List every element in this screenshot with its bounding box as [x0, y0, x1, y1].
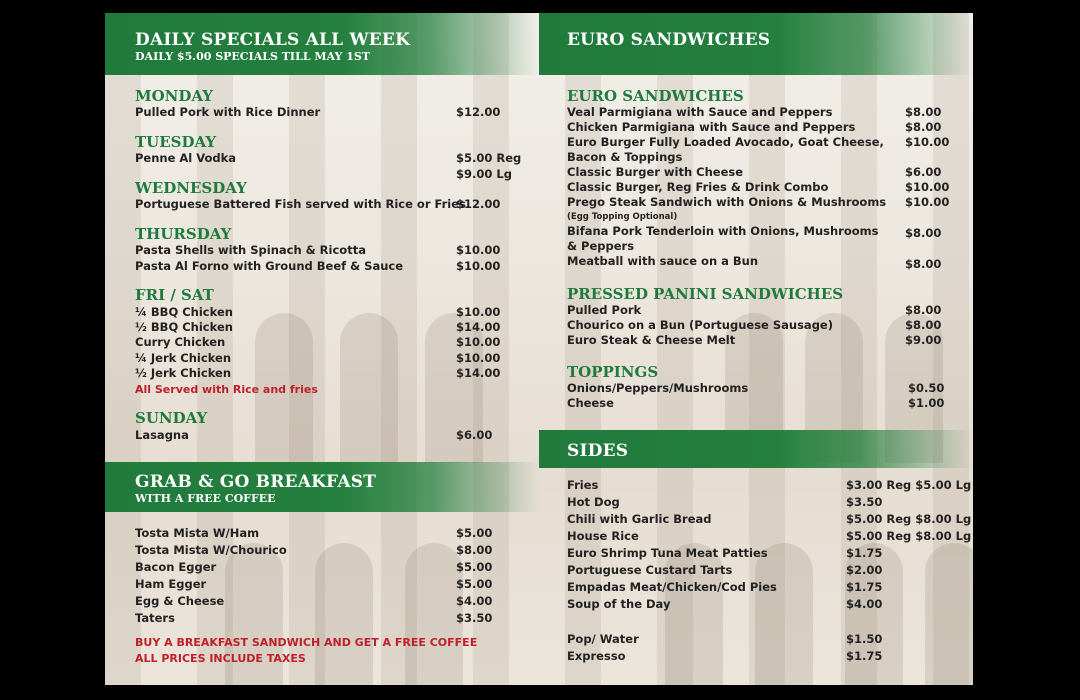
menu-item-name: Meatball with sauce on a Bun	[567, 254, 759, 268]
menu-item-name: Lasagna	[135, 428, 189, 442]
menu-item-price: $3.50	[846, 495, 883, 509]
menu-item-price: $5.00 Reg $8.00 Lg	[846, 512, 972, 526]
menu-item-price: $14.00	[456, 366, 501, 380]
toppings-heading: TOPPINGS	[567, 363, 659, 381]
menu-item-name: Fries	[567, 478, 599, 492]
menu-item-price-large: $9.00 Lg	[456, 167, 512, 181]
panini-heading: PRESSED PANINI SANDWICHES	[567, 285, 844, 303]
menu-item-name: Soup of the Day	[567, 597, 671, 611]
day-heading-fri-sat: FRI / SAT	[135, 286, 214, 304]
menu-item-name: Chili with Garlic Bread	[567, 512, 712, 526]
menu-item-name: Veal Parmigiana with Sauce and Peppers	[567, 105, 833, 119]
menu-item-name: Portuguese Battered Fish served with Rice or Fries	[135, 197, 466, 211]
day-heading-monday: MONDAY	[135, 87, 213, 105]
menu-item-name: Classic Burger with Cheese	[567, 165, 744, 179]
menu-item-price: $1.50	[846, 632, 883, 646]
menu-item-name: Prego Steak Sandwich with Onions & Mushrooms	[567, 195, 887, 209]
menu-item-name: Curry Chicken	[135, 335, 226, 349]
menu-item-price: $8.00	[905, 105, 942, 119]
menu-item-price: $10.00	[905, 135, 950, 149]
menu-item-name: Tosta Mista W/Ham	[135, 526, 260, 540]
euro-band-title: EURO SANDWICHES	[567, 30, 771, 50]
menu-item-price: $10.00	[905, 195, 950, 209]
menu-item-price: $1.75	[846, 546, 883, 560]
menu-item-name: Euro Steak & Cheese Melt	[567, 333, 736, 347]
menu-item-name: Classic Burger, Reg Fries & Drink Combo	[567, 180, 829, 194]
taxes-note: ALL PRICES INCLUDE TAXES	[135, 652, 306, 665]
menu-item-name: Taters	[135, 611, 175, 625]
menu-item-name: Pulled Pork with Rice Dinner	[135, 105, 321, 119]
menu-item-price: $4.00	[846, 597, 883, 611]
euro-header-band	[539, 13, 973, 75]
day-heading-tuesday: TUESDAY	[135, 133, 217, 151]
menu-item-name: Egg & Cheese	[135, 594, 225, 608]
menu-item-price: $3.00 Reg $5.00 Lg	[846, 478, 972, 492]
menu-item-name: Penne Al Vodka	[135, 151, 237, 165]
menu-item-name: Expresso	[567, 649, 626, 663]
menu-item-name: Onions/Peppers/Mushrooms	[567, 381, 749, 395]
menu-item-name-cont: Bacon & Toppings	[567, 150, 683, 164]
menu-item-name: Chicken Parmigiana with Sauce and Peppers	[567, 120, 856, 134]
euro-section-heading: EURO SANDWICHES	[567, 87, 744, 105]
menu-item-name: Pasta Al Forno with Ground Beef & Sauce	[135, 259, 404, 273]
menu-item-price: $1.75	[846, 580, 883, 594]
menu-item-price: $10.00	[456, 351, 501, 365]
day-heading-thursday: THURSDAY	[135, 225, 232, 243]
menu-item-price: $10.00	[456, 259, 501, 273]
specials-title: DAILY SPECIALS ALL WEEK	[135, 30, 411, 50]
breakfast-header-band	[105, 462, 539, 512]
menu-item-price: $10.00	[456, 243, 501, 257]
menu-item-name: Pasta Shells with Spinach & Ricotta	[135, 243, 366, 257]
menu-item-price: $10.00	[456, 305, 501, 319]
menu-item-price: $1.00	[908, 396, 945, 410]
menu-item-price: $5.00	[456, 526, 493, 540]
menu-item-name: Bacon Egger	[135, 560, 217, 574]
menu-item-name: Bifana Pork Tenderloin with Onions, Mushrooms	[567, 224, 879, 238]
menu-item-price: $4.00	[456, 594, 493, 608]
menu-item-name: Cheese	[567, 396, 614, 410]
menu-item-name: Portuguese Custard Tarts	[567, 563, 733, 577]
menu-item-price: $2.00	[846, 563, 883, 577]
menu-item-name: Empadas Meat/Chicken/Cod Pies	[567, 580, 777, 594]
menu-item-name: Euro Burger Fully Loaded Avocado, Goat Cheese,	[567, 135, 884, 149]
menu-item-name: Pulled Pork	[567, 303, 642, 317]
menu-item-price: $6.00	[456, 428, 493, 442]
menu-item-price: $8.00	[905, 120, 942, 134]
menu-item-name: ½ BBQ Chicken	[135, 320, 233, 334]
menu-item-name: Tosta Mista W/Chourico	[135, 543, 287, 557]
menu-board	[105, 13, 973, 685]
menu-item-name: Pop/ Water	[567, 632, 639, 646]
breakfast-subtitle: WITH A FREE COFFEE	[135, 492, 276, 505]
menu-item-price: $6.00	[905, 165, 942, 179]
menu-item-price: $10.00	[456, 335, 501, 349]
menu-item-name-cont: & Peppers	[567, 239, 635, 253]
menu-item-price: $3.50	[456, 611, 493, 625]
menu-item-price: $9.00	[905, 333, 942, 347]
menu-item-price: $12.00	[456, 105, 501, 119]
menu-item-price: $8.00	[905, 257, 942, 271]
menu-item-name: Chourico on a Bun (Portuguese Sausage)	[567, 318, 833, 332]
fri-sat-note: All Served with Rice and fries	[135, 383, 318, 396]
menu-item-name: ¼ Jerk Chicken	[135, 351, 232, 365]
breakfast-title: GRAB & GO BREAKFAST	[135, 472, 377, 492]
specials-subtitle: DAILY $5.00 SPECIALS TILL MAY 1ST	[135, 50, 371, 63]
menu-item-name: House Rice	[567, 529, 639, 543]
menu-item-name: Euro Shrimp Tuna Meat Patties	[567, 546, 768, 560]
menu-item-price: $8.00	[456, 543, 493, 557]
egg-topping-note: (Egg Topping Optional)	[567, 212, 678, 222]
menu-item-price: $5.00 Reg $8.00 Lg	[846, 529, 972, 543]
menu-item-price: $1.75	[846, 649, 883, 663]
specials-header-band	[105, 13, 539, 75]
menu-item-price: $14.00	[456, 320, 501, 334]
sides-header-band	[539, 430, 973, 468]
day-heading-sunday: SUNDAY	[135, 409, 208, 427]
menu-item-price: $8.00	[905, 226, 942, 240]
menu-item-price: $8.00	[905, 318, 942, 332]
menu-item-price: $0.50	[908, 381, 945, 395]
menu-item-price: $5.00 Reg	[456, 151, 522, 165]
menu-item-name: Ham Egger	[135, 577, 207, 591]
menu-item-price: $12.00	[456, 197, 501, 211]
menu-item-name: Hot Dog	[567, 495, 620, 509]
breakfast-promo-note: BUY A BREAKFAST SANDWICH AND GET A FREE COFFEE	[135, 636, 478, 649]
menu-item-price: $5.00	[456, 560, 493, 574]
day-heading-wednesday: WEDNESDAY	[135, 179, 247, 197]
menu-item-name: ¼ BBQ Chicken	[135, 305, 233, 319]
menu-item-price: $5.00	[456, 577, 493, 591]
menu-item-name: ½ Jerk Chicken	[135, 366, 232, 380]
sides-title: SIDES	[567, 441, 629, 461]
menu-item-price: $8.00	[905, 303, 942, 317]
menu-item-price: $10.00	[905, 180, 950, 194]
